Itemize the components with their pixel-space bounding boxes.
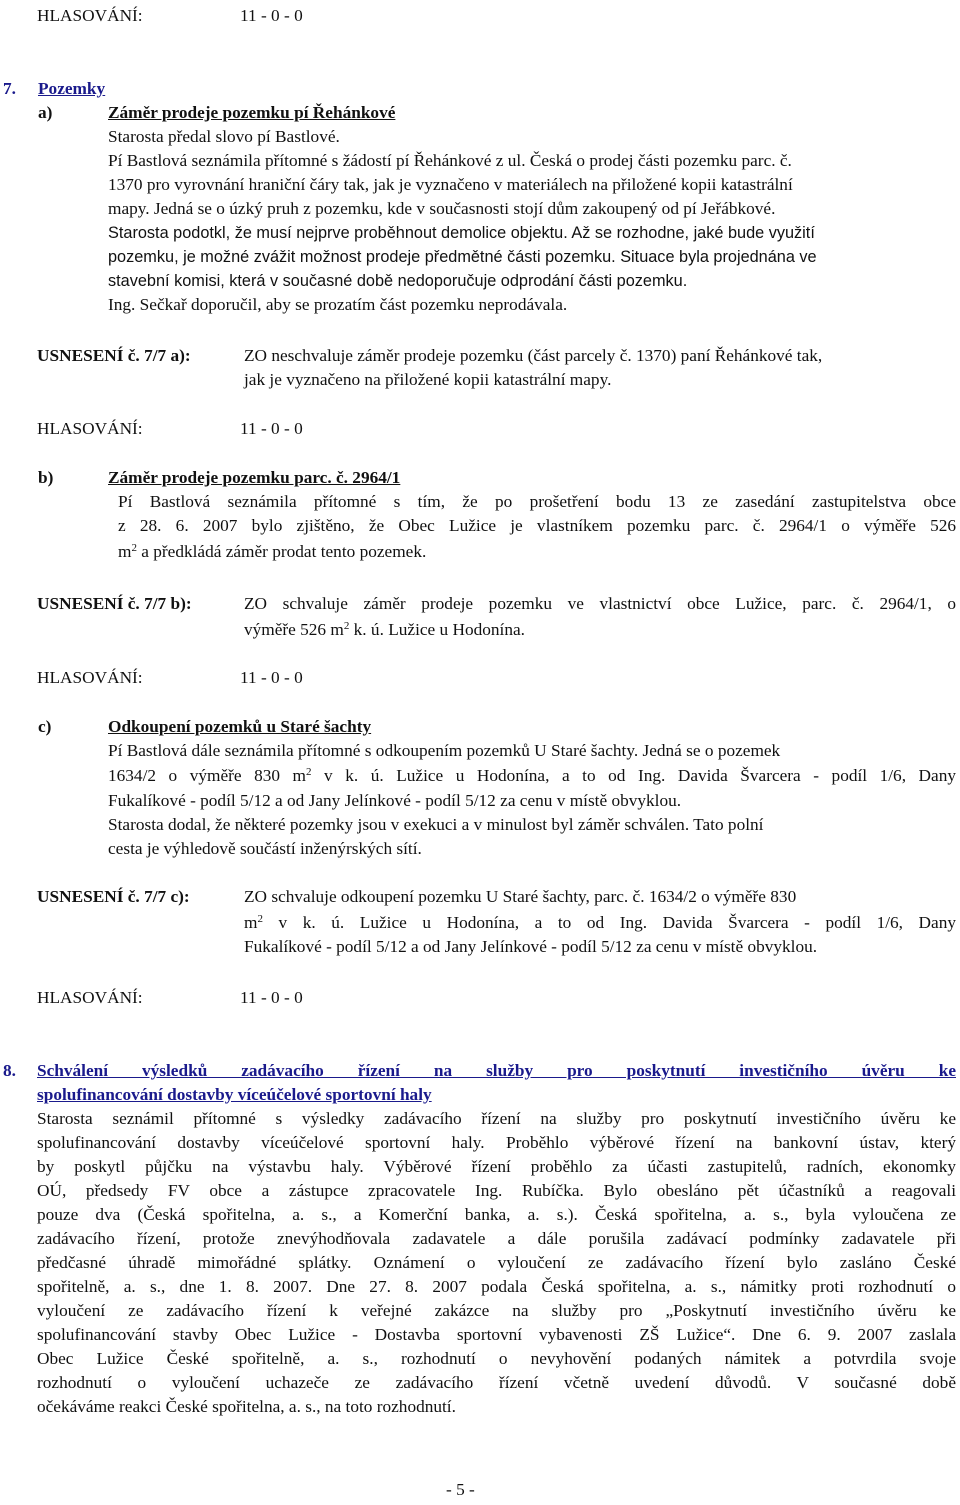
paragraph-line: by poskytl půjčku na výstavbu haly. Výběrové řízení proběhlo za účasti zastupitelů, radních, ekonomky (37, 1157, 956, 1176)
resolution-b-text: ZO schvaluje záměr prodeje pozemku ve vlastnictví obce Lužice, parc. č. 2964/1, o (244, 594, 956, 613)
vote-result: 11 - 0 - 0 (240, 988, 303, 1007)
paragraph-line: Fukalíkové - podíl 5/12 a od Jany Jelínkové - podíl 5/12 za cenu v místě obvyklou. (108, 791, 682, 810)
subsection-a-heading (38, 101, 396, 125)
section-8-title: Schválení výsledků zadávacího řízení na služby pro poskytnutí investičního úvěru ke (37, 1061, 956, 1080)
paragraph-line: OÚ, předsedy FV obce a zástupce zpracovatele Ing. Rubíčka. Bylo obesláno pět účastníků a reagovali (37, 1181, 956, 1200)
subsection-c-heading (38, 715, 372, 739)
vote-result: 11 - 0 - 0 (240, 6, 303, 25)
section-number: 7. (3, 79, 16, 98)
resolution-a-label: USNESENÍ č. 7/7 a): (37, 346, 191, 365)
paragraph-line: zadávacího řízení, protože znevýhodňovala zadavatele a dále porušila zadávací podmínky zadavatele při (37, 1229, 956, 1248)
section-7-heading (3, 77, 106, 101)
subsection-letter: c) (38, 717, 52, 736)
resolution-c-text: Fukalíkové - podíl 5/12 a od Jany Jelínkové - podíl 5/12 za cenu v místě obvyklou. (244, 937, 818, 956)
paragraph-line: Pí Bastlová dále seznámila přítomné s odkoupením pozemků U Staré šachty. Jedná se o pozemek (108, 741, 781, 760)
vote-label: HLASOVÁNÍ: (37, 668, 143, 687)
page-number: - 5 - (446, 1480, 475, 1499)
paragraph-line: 1370 pro vyrovnání hraniční čáry tak, jak je vyznačeno v materiálech na přiložené kopii katastrální (108, 175, 793, 194)
subsection-letter: b) (38, 468, 54, 487)
paragraph-line: stavební komisi, která v současné době nedoporučuje odprodání části pozemku. (108, 272, 688, 290)
paragraph-line: Pí Bastlová seznámila přítomné s tím, že po prošetření bodu 13 ze zasedání zastupitelstva obce (118, 492, 956, 511)
vote-a (37, 417, 303, 441)
resolution-b-label: USNESENÍ č. 7/7 b): (37, 594, 192, 613)
section-title: Pozemky (38, 79, 106, 98)
paragraph-line: spolufinancování dostavby víceúčelové sportovní haly. Proběhlo výběrové řízení na bankovní ústav, který (37, 1133, 956, 1152)
section-8-number: 8. (3, 1061, 16, 1080)
paragraph-line: Obec Lužice České spořitelně, a. s., rozhodnutí o nevyhovění podaných námitek a potvrdila svoje (37, 1349, 956, 1368)
vote-label: HLASOVÁNÍ: (37, 988, 143, 1007)
paragraph-line: mapy. Jedná se o úzký pruh z pozemku, kde v současnosti stojí dům zakoupený od pí Jeřábkové. (108, 199, 776, 218)
vote-result: 11 - 0 - 0 (240, 419, 303, 438)
paragraph-line: Ing. Sečkař doporučil, aby se prozatím část pozemku neprodávala. (108, 295, 568, 314)
paragraph-line: spolufinancování stavby Obec Lužice - Dostavba sportovní vybavenosti ZŠ Lužice“. Dne 6. 9. 2007 zaslala (37, 1325, 956, 1344)
paragraph-line: očekáváme reakci České spořitelna, a. s., na toto rozhodnutí. (37, 1397, 456, 1416)
resolution-c-text: ZO schvaluje odkoupení pozemku U Staré šachty, parc. č. 1634/2 o výměře 830 (244, 887, 797, 906)
paragraph-line: předčasné úhradě mimořádné splátky. Oznámení o vyloučení ze zadávacího řízení bylo zasláno České (37, 1253, 956, 1272)
subsection-b-heading (38, 466, 401, 490)
vote-result: 11 - 0 - 0 (240, 668, 303, 687)
resolution-a-text: jak je vyznačeno na přiložené kopii katastrální mapy. (244, 370, 612, 389)
subsection-title: Záměr prodeje pozemku pí Řehánkové (108, 103, 396, 122)
resolution-c-label: USNESENÍ č. 7/7 c): (37, 887, 190, 906)
paragraph-line: Starosta předal slovo pí Bastlové. (108, 127, 340, 146)
vote-top (37, 4, 303, 28)
paragraph-line: Starosta seznámil přítomné s výsledky zadávacího řízení na služby pro poskytnutí investičního úvěru ke (37, 1109, 956, 1128)
paragraph-line: vyloučení ze zadávacího řízení k veřejné zakázce na služby pro „Poskytnutí investičního úvěru ke (37, 1301, 956, 1320)
vote-label: HLASOVÁNÍ: (37, 6, 143, 25)
paragraph-line: z 28. 6. 2007 bylo zjištěno, že Obec Lužice je vlastníkem pozemku parc. č. 2964/1 o výměře 526 (118, 516, 956, 535)
resolution-b-text: výměře 526 $m^2$ k. ú. Lužice u Hodonína. (244, 620, 525, 639)
vote-label: HLASOVÁNÍ: (37, 419, 143, 438)
paragraph-line: Starosta podotkl, že musí nejprve proběhnout demolice objektu. Až se rozhodne, jaké bude využití (108, 224, 815, 242)
paragraph-line: pozemku, je možné zvážit možnost prodeje předmětné části pozemku. Situace byla projednána ve (108, 248, 817, 266)
paragraph-line: cesta je výhledově součástí inženýrských sítí. (108, 839, 422, 858)
paragraph-line: $m^2$ a předkládá záměr prodat tento pozemek. (118, 542, 427, 561)
resolution-c-text: $m^2$ v k. ú. Lužice u Hodonína, a to od Ing. Davida Švarcera - podíl 1/6, Dany (244, 913, 956, 932)
section-8-title: spolufinancování dostavby víceúčelové sportovní haly (37, 1085, 432, 1104)
paragraph-line: pouze dva (Česká spořitelna, a. s., a Komerční banka, a. s.). Česká spořitelna, a. s., byla vyloučena ze (37, 1205, 956, 1224)
subsection-title: Odkoupení pozemků u Staré šachty (108, 717, 372, 736)
paragraph-line: Pí Bastlová seznámila přítomné s žádostí pí Řehánkové z ul. Česká o prodej části pozemku parc. č. (108, 151, 792, 170)
paragraph-line: 1634/2 o výměře 830 $m^2$ v k. ú. Lužice u Hodonína, a to od Ing. Davida Švarcera - podíl 1/6, Dany (108, 766, 956, 785)
paragraph-line: spořitelně, a. s., dne 1. 8. 2007. Dne 27. 8. 2007 podala Česká spořitelna, a. s., námitky proti rozhodnutí o (37, 1277, 956, 1296)
vote-b (37, 666, 303, 690)
vote-c (37, 986, 303, 1010)
paragraph-line: Starosta dodal, že některé pozemky jsou v exekuci a v minulost byl záměr schválen. Tato polní (108, 815, 764, 834)
subsection-letter: a) (38, 103, 53, 122)
subsection-title: Záměr prodeje pozemku parc. č. 2964/1 (108, 468, 401, 487)
resolution-a-text: ZO neschvaluje záměr prodeje pozemku (část parcely č. 1370) paní Řehánkové tak, (244, 346, 823, 365)
paragraph-line: rozhodnutí o vyloučení uchazeče ze zadávacího řízení včetně uvedení důvodů. V současné době (37, 1373, 956, 1392)
